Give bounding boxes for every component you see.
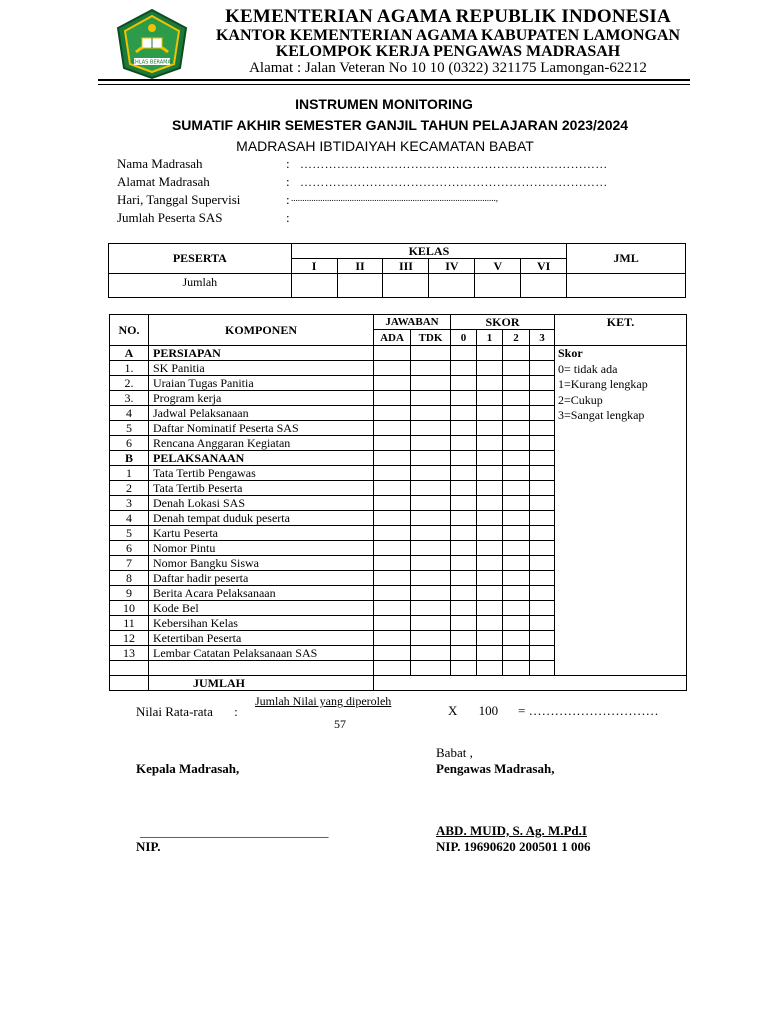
skor-0-cell[interactable] — [451, 526, 477, 541]
tdk-header: TDK — [411, 330, 451, 346]
tdk-cell[interactable] — [411, 646, 451, 661]
nilai-colon: : — [234, 704, 238, 719]
pengawas-name: ABD. MUID, S. Ag. M.Pd.I — [436, 823, 587, 838]
skor-2-cell[interactable] — [503, 436, 530, 451]
skor-2-cell[interactable] — [503, 601, 530, 616]
tdk-cell[interactable] — [411, 541, 451, 556]
row-number: 4 — [110, 511, 149, 526]
document-subtitle: SUMATIF AKHIR SEMESTER GANJIL TAHUN PELAJARAN 2023/2024 — [171, 117, 629, 133]
row-number: 13 — [110, 646, 149, 661]
kepala-nip: NIP. — [136, 839, 161, 854]
nilai-rata-rata-label — [136, 704, 238, 720]
ket-skor-legend: 0= tidak ada — [558, 361, 618, 376]
ada-cell[interactable] — [374, 391, 411, 406]
tdk-cell[interactable] — [411, 421, 451, 436]
tdk-cell[interactable] — [411, 571, 451, 586]
skor-3-cell[interactable] — [530, 601, 555, 616]
signature-place: Babat , — [436, 745, 473, 760]
document-title: INSTRUMEN MONITORING — [295, 96, 473, 112]
total-count-cell[interactable] — [567, 274, 686, 298]
skor-0-cell[interactable] — [451, 496, 477, 511]
component-label: Jadwal Pelaksanaan — [149, 406, 374, 421]
document-scope: MADRASAH IBTIDAIYAH KECAMATAN BABAT — [236, 138, 534, 154]
ada-cell[interactable] — [374, 361, 411, 376]
skor-header: SKOR — [451, 315, 555, 330]
ada-cell[interactable] — [374, 631, 411, 646]
letterhead-ministry: KEMENTERIAN AGAMA REPUBLIK INDONESIA — [225, 6, 671, 27]
nilai-label: Nilai Rata-rata — [136, 704, 213, 719]
tdk-cell[interactable] — [411, 346, 451, 361]
kemenag-logo — [116, 8, 188, 80]
skor-0-cell[interactable] — [451, 511, 477, 526]
class-count-cell[interactable] — [383, 274, 429, 298]
skor-0-cell[interactable] — [451, 421, 477, 436]
info-colon: : — [286, 156, 290, 171]
skor-1-cell[interactable] — [477, 541, 503, 556]
section-row — [110, 346, 687, 361]
skor-0-cell[interactable] — [451, 451, 477, 466]
letterhead-divider-thin — [98, 84, 690, 85]
info-field-nama-madrasah[interactable]: ………………………………………………………………… — [300, 157, 608, 171]
ada-cell[interactable] — [374, 406, 411, 421]
row-number: 7 — [110, 556, 149, 571]
fraction-numerator: Jumlah Nilai yang diperoleh — [255, 694, 392, 708]
skor-0-cell[interactable] — [451, 376, 477, 391]
tdk-cell[interactable] — [411, 406, 451, 421]
logo-text: IKHLAS BERAMAL — [130, 59, 174, 66]
ada-cell[interactable] — [374, 586, 411, 601]
row-number: A — [110, 346, 149, 361]
skor-2-cell[interactable] — [503, 526, 530, 541]
jml-header: JML — [567, 244, 686, 274]
class-header: III — [383, 259, 429, 274]
component-label: Daftar hadir peserta — [149, 571, 374, 586]
component-label: Berita Acara Pelaksanaan — [149, 586, 374, 601]
class-count-cell[interactable] — [475, 274, 521, 298]
letterhead-office: KANTOR KEMENTERIAN AGAMA KABUPATEN LAMONGAN — [215, 27, 681, 44]
ada-header: ADA — [374, 330, 411, 346]
ada-cell[interactable] — [374, 376, 411, 391]
skor-1-cell[interactable] — [477, 421, 503, 436]
nilai-result-field[interactable]: = ………………………… — [518, 703, 659, 718]
skor-1-cell[interactable] — [477, 436, 503, 451]
skor-0-cell[interactable] — [451, 466, 477, 481]
skor-0-cell[interactable] — [451, 616, 477, 631]
info-label-alamat-madrasah: Alamat Madrasah — [117, 174, 210, 189]
monitoring-table — [109, 314, 687, 691]
class-count-cell[interactable] — [429, 274, 475, 298]
skor-2-cell[interactable] — [503, 466, 530, 481]
skor-1-cell[interactable] — [477, 616, 503, 631]
jumlah-row-label: Jumlah — [109, 274, 292, 298]
ada-cell[interactable] — [374, 526, 411, 541]
ada-cell[interactable] — [374, 541, 411, 556]
row-number: 6 — [110, 541, 149, 556]
row-number — [110, 661, 149, 676]
skor-3-cell[interactable] — [530, 481, 555, 496]
component-label: Tata Tertib Pengawas — [149, 466, 374, 481]
ada-cell[interactable] — [374, 571, 411, 586]
skor-1-cell[interactable] — [477, 511, 503, 526]
skor-1-cell[interactable] — [477, 556, 503, 571]
class-header: IV — [429, 259, 475, 274]
class-count-cell[interactable] — [521, 274, 567, 298]
skor-0-cell[interactable] — [451, 481, 477, 496]
skor-1-cell[interactable] — [477, 646, 503, 661]
ada-cell[interactable] — [374, 421, 411, 436]
skor-2-cell[interactable] — [503, 346, 530, 361]
component-label: PELAKSANAAN — [149, 451, 374, 466]
row-number: 9 — [110, 586, 149, 601]
component-label: Lembar Catatan Pelaksanaan SAS — [149, 646, 374, 661]
skor-3-cell[interactable] — [530, 496, 555, 511]
info-field-alamat-madrasah[interactable]: ………………………………………………………………… — [300, 175, 608, 189]
tdk-cell[interactable] — [411, 526, 451, 541]
row-number: 5 — [110, 526, 149, 541]
tdk-cell[interactable] — [411, 481, 451, 496]
skor-0-cell[interactable] — [451, 601, 477, 616]
ada-cell[interactable] — [374, 436, 411, 451]
class-header: I — [291, 259, 337, 274]
skor-1-cell[interactable] — [477, 406, 503, 421]
skor-3-cell[interactable] — [530, 346, 555, 361]
skor-1-cell[interactable] — [477, 601, 503, 616]
skor-3-cell[interactable] — [530, 661, 555, 676]
tdk-cell[interactable] — [411, 361, 451, 376]
skor-2-cell[interactable] — [503, 391, 530, 406]
skor-3-cell[interactable] — [530, 556, 555, 571]
row-number: 2. — [110, 376, 149, 391]
skor-1-cell[interactable] — [477, 361, 503, 376]
tdk-cell[interactable] — [411, 586, 451, 601]
skor-2-cell[interactable] — [503, 421, 530, 436]
class-header: V — [475, 259, 521, 274]
pengawas-madrasah-title: Pengawas Madrasah, — [436, 761, 555, 776]
ada-cell[interactable] — [374, 511, 411, 526]
tdk-cell[interactable] — [411, 556, 451, 571]
skor-1-cell[interactable] — [477, 346, 503, 361]
ket-skor-legend: 3=Sangat lengkap — [558, 408, 645, 422]
skor-2-cell[interactable] — [503, 511, 530, 526]
ada-cell[interactable] — [374, 346, 411, 361]
component-label: Ketertiban Peserta — [149, 631, 374, 646]
tdk-cell[interactable] — [411, 436, 451, 451]
skor-3-cell[interactable] — [530, 376, 555, 391]
skor-0-cell[interactable] — [451, 586, 477, 601]
skor-1-header: 1 — [477, 330, 503, 346]
skor-0-cell[interactable] — [451, 646, 477, 661]
row-number: 4 — [110, 406, 149, 421]
skor-2-cell[interactable] — [503, 616, 530, 631]
kelas-table — [108, 243, 686, 298]
component-label: Denah tempat duduk peserta — [149, 511, 374, 526]
info-label-hari-tanggal: Hari, Tanggal Supervisi — [117, 192, 241, 207]
skor-2-cell[interactable] — [503, 586, 530, 601]
component-label: Kartu Peserta — [149, 526, 374, 541]
skor-2-cell[interactable] — [503, 646, 530, 661]
tdk-cell[interactable] — [411, 466, 451, 481]
component-label: Nomor Pintu — [149, 541, 374, 556]
ada-cell[interactable] — [374, 661, 411, 676]
skor-3-cell[interactable] — [530, 646, 555, 661]
pengawas-nip: NIP. 19690620 200501 1 006 — [436, 839, 591, 854]
skor-1-cell[interactable] — [477, 376, 503, 391]
class-count-cell[interactable] — [337, 274, 383, 298]
component-label: Denah Lokasi SAS — [149, 496, 374, 511]
component-label: Kebersihan Kelas — [149, 616, 374, 631]
skor-1-cell[interactable] — [477, 496, 503, 511]
skor-3-cell[interactable] — [530, 391, 555, 406]
ada-cell[interactable] — [374, 496, 411, 511]
skor-0-cell[interactable] — [451, 391, 477, 406]
skor-2-cell[interactable] — [503, 406, 530, 421]
row-number: B — [110, 451, 149, 466]
tdk-cell[interactable] — [411, 631, 451, 646]
info-label-nama-madrasah: Nama Madrasah — [117, 156, 203, 171]
tdk-cell[interactable] — [411, 376, 451, 391]
skor-2-cell[interactable] — [503, 361, 530, 376]
component-label: Daftar Nominatif Peserta SAS — [149, 421, 374, 436]
row-number: 1 — [110, 466, 149, 481]
component-label: PERSIAPAN — [149, 346, 374, 361]
component-label — [149, 661, 374, 676]
ket-skor-legend: 1=Kurang lengkap — [558, 377, 648, 391]
skor-3-cell[interactable] — [530, 406, 555, 421]
skor-0-cell[interactable] — [451, 346, 477, 361]
skor-2-cell[interactable] — [503, 661, 530, 676]
skor-0-cell[interactable] — [451, 556, 477, 571]
row-number: 10 — [110, 601, 149, 616]
kepala-madrasah-title: Kepala Madrasah, — [136, 761, 240, 776]
skor-2-cell[interactable] — [503, 496, 530, 511]
skor-1-cell[interactable] — [477, 451, 503, 466]
ket-skor-legend: 2=Cukup — [558, 392, 603, 407]
ada-cell[interactable] — [374, 556, 411, 571]
skor-3-cell[interactable] — [530, 616, 555, 631]
keterangan-cell — [555, 346, 687, 676]
skor-1-cell[interactable] — [477, 481, 503, 496]
skor-0-cell[interactable] — [451, 406, 477, 421]
no-header: NO. — [110, 315, 149, 346]
skor-2-cell[interactable] — [503, 631, 530, 646]
tdk-cell[interactable] — [411, 601, 451, 616]
ada-cell[interactable] — [374, 616, 411, 631]
skor-2-cell[interactable] — [503, 556, 530, 571]
skor-3-cell[interactable] — [530, 586, 555, 601]
component-label: SK Panitia — [149, 361, 374, 376]
skor-0-cell[interactable] — [451, 436, 477, 451]
tdk-cell[interactable] — [411, 391, 451, 406]
skor-3-cell[interactable] — [530, 631, 555, 646]
skor-0-cell[interactable] — [451, 631, 477, 646]
skor-2-cell[interactable] — [503, 571, 530, 586]
skor-3-cell[interactable] — [530, 436, 555, 451]
skor-3-cell[interactable] — [530, 511, 555, 526]
skor-2-cell[interactable] — [503, 481, 530, 496]
skor-2-cell[interactable] — [503, 541, 530, 556]
tdk-cell[interactable] — [411, 661, 451, 676]
skor-1-cell[interactable] — [477, 661, 503, 676]
ada-cell[interactable] — [374, 466, 411, 481]
skor-0-cell[interactable] — [451, 361, 477, 376]
row-number: 2 — [110, 481, 149, 496]
kepala-signature-line: _____________________________ — [140, 824, 329, 839]
skor-1-cell[interactable] — [477, 631, 503, 646]
component-label: Rencana Anggaran Kegiatan — [149, 436, 374, 451]
jumlah-no-cell — [110, 676, 149, 691]
skor-3-cell[interactable] — [530, 541, 555, 556]
component-label: Tata Tertib Peserta — [149, 481, 374, 496]
row-number: 6 — [110, 436, 149, 451]
jumlah-label: JUMLAH — [149, 676, 374, 691]
tdk-cell[interactable] — [411, 616, 451, 631]
row-number: 12 — [110, 631, 149, 646]
skor-1-cell[interactable] — [477, 526, 503, 541]
ada-cell[interactable] — [374, 451, 411, 466]
class-header: II — [337, 259, 383, 274]
info-label-jumlah-peserta: Jumlah Peserta SAS — [117, 210, 223, 225]
skor-3-header: 3 — [530, 330, 555, 346]
info-colon: : — [286, 192, 290, 207]
ada-cell[interactable] — [374, 601, 411, 616]
tdk-cell[interactable] — [411, 511, 451, 526]
class-count-cell[interactable] — [291, 274, 337, 298]
peserta-header: PESERTA — [109, 244, 292, 274]
row-number: 11 — [110, 616, 149, 631]
component-label: Kode Bel — [149, 601, 374, 616]
skor-0-cell[interactable] — [451, 541, 477, 556]
component-label: Program kerja — [149, 391, 374, 406]
letterhead-group: KELOMPOK KERJA PENGAWAS MADRASAH — [275, 43, 621, 60]
multiplier: X 100 — [448, 703, 499, 718]
letterhead-address: Alamat : Jalan Veteran No 10 10 (0322) 321175 Lamongan-62212 — [249, 60, 647, 76]
row-number: 1. — [110, 361, 149, 376]
skor-1-cell[interactable] — [477, 586, 503, 601]
info-field-hari-tanggal[interactable]: ..........................................................................................., — [291, 193, 498, 203]
component-label: Nomor Bangku Siswa — [149, 556, 374, 571]
skor-0-cell[interactable] — [451, 661, 477, 676]
ket-skor-title: Skor — [558, 346, 583, 360]
kelas-header: KELAS — [291, 244, 566, 259]
ada-cell[interactable] — [374, 646, 411, 661]
skor-2-cell[interactable] — [503, 376, 530, 391]
skor-3-cell[interactable] — [530, 451, 555, 466]
tdk-cell[interactable] — [411, 496, 451, 511]
skor-0-header: 0 — [451, 330, 477, 346]
jumlah-total-cell[interactable] — [374, 676, 687, 691]
row-number: 8 — [110, 571, 149, 586]
fraction-denominator: 57 — [334, 717, 346, 731]
row-number: 3 — [110, 496, 149, 511]
jawaban-header: JAWABAN — [374, 315, 451, 330]
skor-1-cell[interactable] — [477, 391, 503, 406]
tdk-cell[interactable] — [411, 451, 451, 466]
ket-header: KET. — [555, 315, 687, 346]
komponen-header: KOMPONEN — [149, 315, 374, 346]
component-label: Uraian Tugas Panitia — [149, 376, 374, 391]
skor-2-cell[interactable] — [503, 451, 530, 466]
monitoring-rows — [110, 346, 687, 676]
skor-3-cell[interactable] — [530, 571, 555, 586]
info-colon: : — [286, 174, 290, 189]
skor-1-cell[interactable] — [477, 571, 503, 586]
info-colon: : — [286, 210, 290, 225]
skor-0-cell[interactable] — [451, 571, 477, 586]
skor-2-header: 2 — [503, 330, 530, 346]
letterhead-divider-thick — [98, 79, 690, 81]
skor-3-cell[interactable] — [530, 466, 555, 481]
row-number: 5 — [110, 421, 149, 436]
ada-cell[interactable] — [374, 481, 411, 496]
skor-3-cell[interactable] — [530, 361, 555, 376]
class-header: VI — [521, 259, 567, 274]
skor-3-cell[interactable] — [530, 526, 555, 541]
skor-3-cell[interactable] — [530, 421, 555, 436]
skor-1-cell[interactable] — [477, 466, 503, 481]
row-number: 3. — [110, 391, 149, 406]
